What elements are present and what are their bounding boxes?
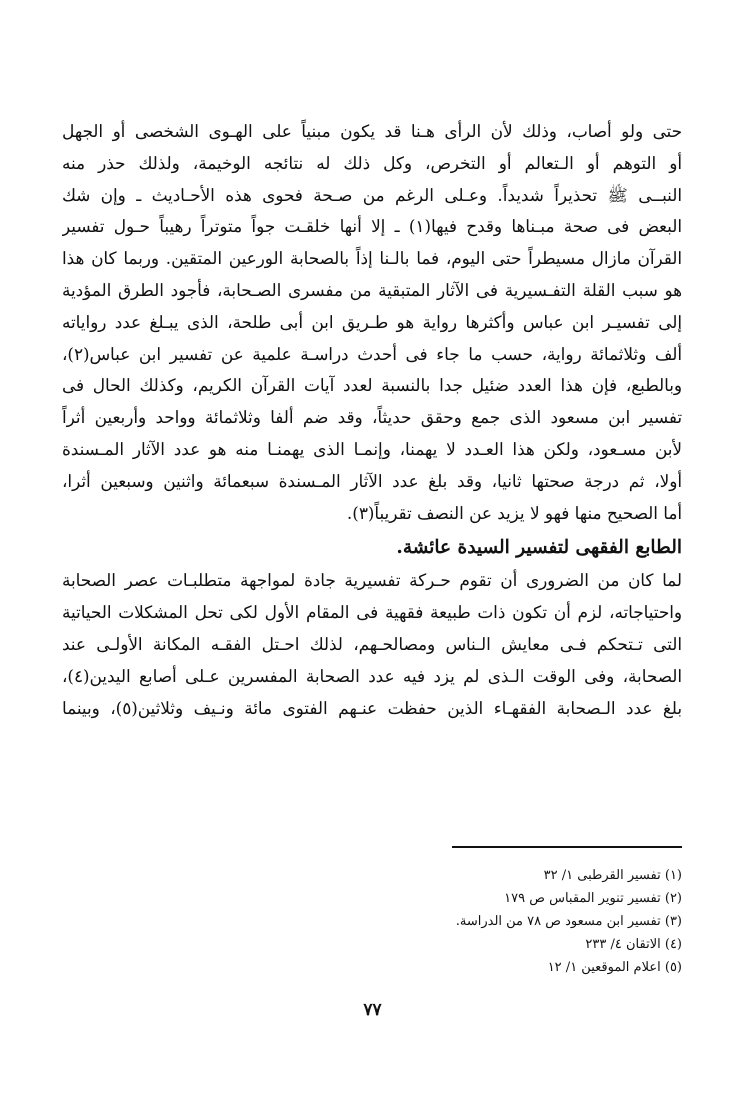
text-line: تفسير ابن مسعود الذى جمع وحقق حديثاً، وقد ضم ألفا وثلاثمائة وواحد وأربعين أثراً — [62, 407, 682, 428]
footnote: (٤) الاتقان ٤/ ٢٣٣ — [585, 937, 682, 952]
text-line: الصحابة، وفى الوقت الـذى لم يزد فيه عدد الصحابة المفسرين عـلى أصابع اليدين(٤)، — [62, 665, 682, 686]
paragraph-1 — [62, 116, 682, 529]
footnotes — [300, 864, 682, 979]
text-line: القرآن مازال مسيطراً حتى اليوم، فما بالـنا إذاً بالصحابة الورعين المتقين. وربما كان هذا — [62, 248, 682, 269]
text-line: هو سبب القلة التفـسيرية فى الآثار المتبقية من مفسرى الصـحابة، فأجود الطرق المؤدية — [62, 279, 682, 300]
paragraph-2 — [62, 565, 682, 724]
text-line: أو التوهم أو الـتعالم أو التخرص، وكل ذلك له نتائجه الوخيمة، ولذلك حذر منه — [62, 152, 682, 173]
text-line: لما كان من الضرورى أن تقوم حـركة تفسيرية جادة لمواجهة متطلبـات عصر الصحابة — [62, 570, 682, 591]
text-line: ألف وثلاثمائة رواية، حسب ما جاء فى أحدث دراسـة علمية عن تفسير ابن عباس(٢)، — [62, 343, 682, 364]
text-line: واحتياجاته، لزم أن تكون ذات طبيعة فقهية فى المقام الأول لكى تحل المشكلات الحياتية — [62, 602, 682, 623]
text-line: إلى تفسيـر ابن عباس وأكثرها رواية هو طـريق ابن أبى طلحة، الذى يبـلغ عدد رواياته — [62, 311, 682, 332]
footnote: (٥) اعلام الموقعين ١/ ١٢ — [547, 960, 682, 975]
text-line: حتى ولو أصاب، وذلك لأن الرأى هـنا قد يكون مبنياً على الهـوى الشخصى أو الجهل — [62, 121, 682, 141]
page-number: ٧٧ — [363, 1000, 382, 1020]
text-line: وبالطبع، فإن هذا العدد ضئيل جدا بالنسبة لعدد آيات القرآن الكريم، وكذلك الحال فى — [62, 375, 682, 396]
footnote: (١) تفسير القرطبى ١/ ٣٢ — [543, 868, 682, 883]
text-line: البعض فى صحة مبـناها وقدح فيها(١) ـ إلا أنها خلقـت جواً متوتراً رهيباً حـول تفسير — [62, 216, 682, 237]
footnote: (٣) تفسير ابن مسعود ص ٧٨ من الدراسة. — [455, 914, 682, 929]
text-line: أما الصحيح منها فهو لا يزيد عن النصف تقريباً(٣). — [346, 502, 682, 523]
section-heading: الطابع الفقهى لتفسير السيدة عائشة. — [396, 537, 682, 559]
footnote: (٢) تفسير تنوير المقباس ص ١٧٩ — [504, 891, 682, 906]
text-line: لأبن مسـعود، ولكن هذا العـدد لا يهمنا، وإنمـا الذى يهمنـا منه هو عدد الآثار المـسندة — [62, 438, 682, 459]
footnote-divider — [452, 846, 682, 848]
text-line: بلغ عدد الـصحابة الفقهـاء الذين حفظت عنـهم الفتوى مائة ونـيف وثلاثين(٥)، وبينما — [62, 697, 682, 718]
body-text — [62, 116, 682, 724]
text-line: أولا، ثم درجة صحتها ثانيا، وقد بلغ عدد الآثار المـسندة سبعمائة واثنين وسبعين أثرا، — [62, 470, 682, 491]
text-line: التى تـتحكم فـى معايش الـناس ومصالحـهم، لذلك احـتل الفقـه المكانة الأولـى عند — [62, 633, 682, 654]
text-line: النبــى ﷺ تحذيراً شديداً. وعـلى الرغم من صـحة فحوى هذه الأحـاديث ـ وإن شك — [62, 184, 682, 205]
